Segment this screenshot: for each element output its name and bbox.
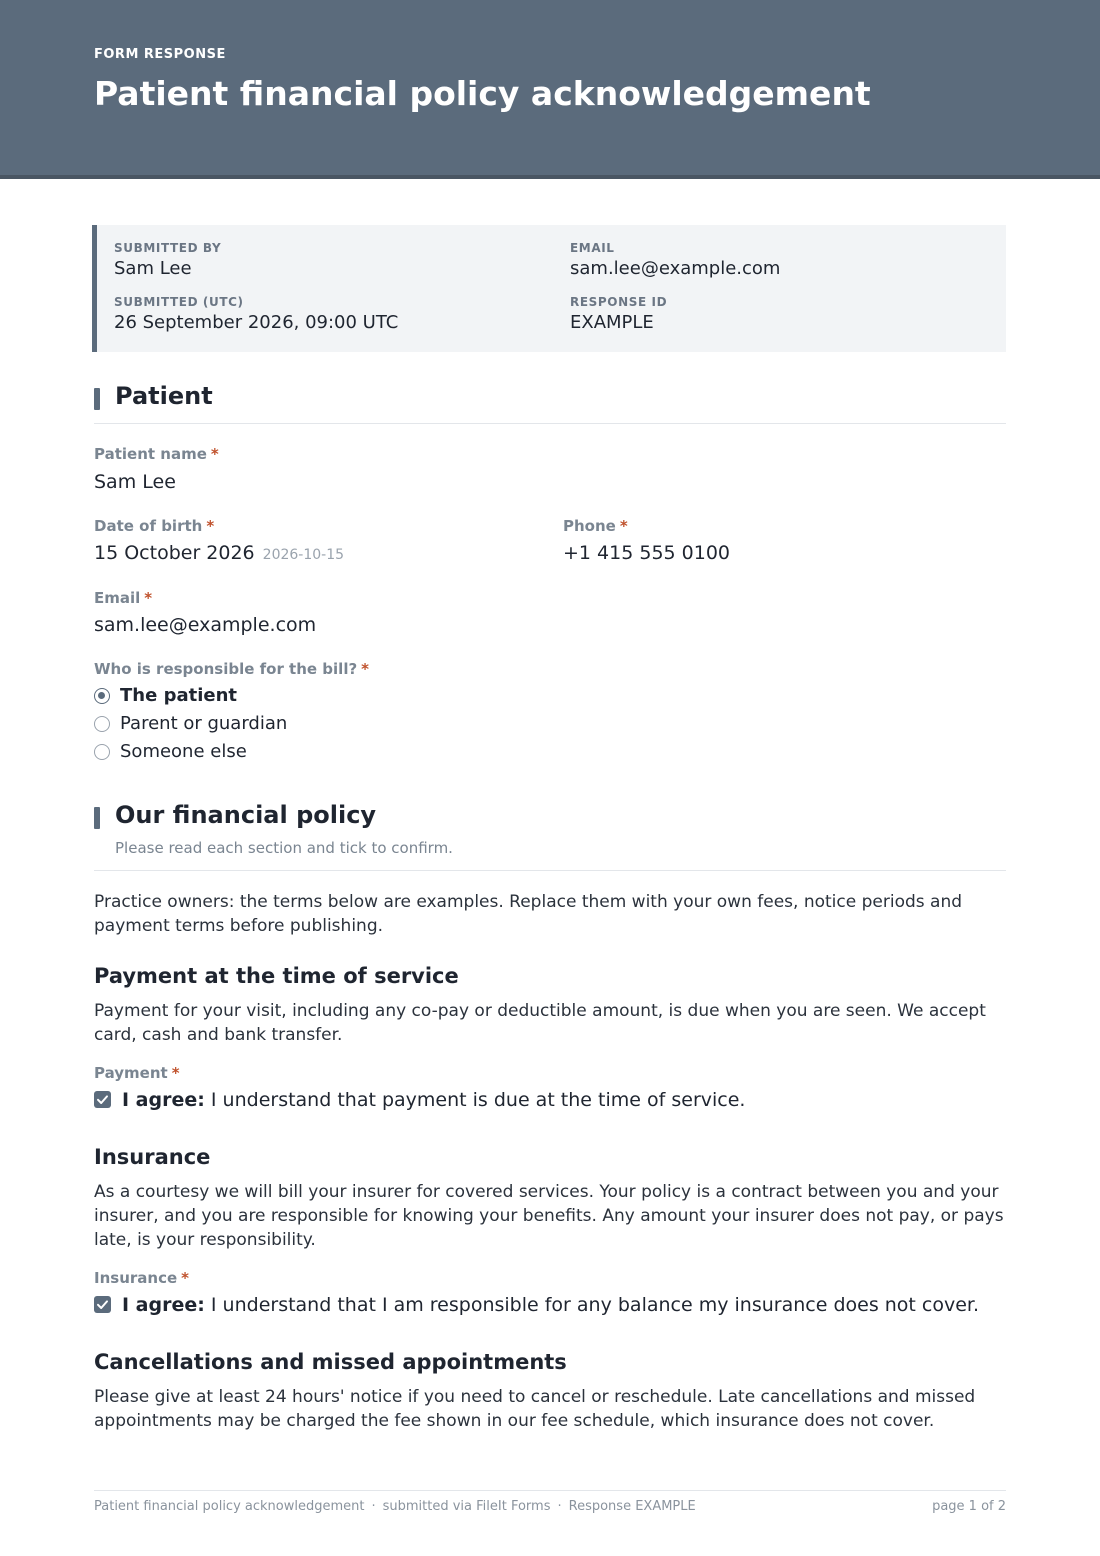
- footer-separator: ·: [371, 1499, 376, 1514]
- required-marker: *: [210, 445, 219, 463]
- submission-meta: [92, 225, 1006, 352]
- section-accent-bar: [94, 388, 100, 410]
- dob-label: [94, 517, 214, 535]
- agree-statement: I understand that I am responsible for any balance my insurance does not cover.: [210, 1294, 980, 1316]
- radio-label: Parent or guardian: [120, 713, 288, 734]
- insurance-heading: Insurance: [94, 1145, 211, 1169]
- footer-info: [94, 1499, 696, 1514]
- phone-label: [563, 517, 628, 535]
- agree-prefix: I agree:: [122, 1089, 205, 1111]
- label-text: Email: [94, 589, 141, 607]
- payment-heading: Payment at the time of service: [94, 964, 459, 988]
- meta-label: EMAIL: [570, 241, 615, 255]
- meta-submitted-by: [114, 241, 221, 280]
- dob-iso: 2026-10-15: [262, 547, 345, 563]
- payment-text: Payment for your visit, including any co-pay or deductible amount, is due when you are seen. We accept card, cash and bank transfer.: [94, 1001, 986, 1045]
- agree-prefix: I agree:: [122, 1294, 205, 1316]
- section-policy-header: [94, 803, 1006, 871]
- radio-label: The patient: [120, 685, 237, 706]
- required-marker: *: [619, 517, 628, 535]
- footer-form-name: Patient financial policy acknowledgement: [94, 1499, 365, 1514]
- required-marker: *: [181, 1269, 189, 1287]
- radio-empty-icon[interactable]: [94, 744, 110, 760]
- label-text: Date of birth: [94, 517, 203, 535]
- page-footer: [94, 1490, 1006, 1526]
- label-text: Insurance: [94, 1269, 178, 1287]
- page-number: page 1 of 2: [932, 1499, 1006, 1514]
- checkbox-text: [122, 1292, 979, 1318]
- radio-empty-icon[interactable]: [94, 716, 110, 732]
- label-text: Phone: [563, 517, 616, 535]
- insurance-text: As a courtesy we will bill your insurer for covered services. Your policy is a contract between you and your insurer, and you are responsible for knowing your benefits. Any amount your insurer does not pay, or pays late, is your responsibility.: [94, 1182, 1004, 1250]
- email-value: sam.lee@example.com: [94, 614, 317, 636]
- responsible-label: [94, 660, 369, 678]
- payment-label: [94, 1064, 180, 1082]
- label-text: Who is responsible for the bill?: [94, 660, 358, 678]
- form-header: [0, 0, 1100, 179]
- footer-via: submitted via FileIt Forms: [382, 1499, 551, 1514]
- radio-label: Someone else: [120, 741, 247, 762]
- required-marker: *: [361, 660, 370, 678]
- required-marker: *: [206, 517, 215, 535]
- footer-response: Response EXAMPLE: [568, 1499, 696, 1514]
- section-title: Patient: [115, 382, 213, 410]
- policy-intro: Practice owners: the terms below are examples. Replace them with your own fees, notice periods and payment terms before publishing.: [94, 892, 963, 936]
- meta-label: RESPONSE ID: [570, 295, 668, 309]
- radio-selected-icon[interactable]: [94, 688, 110, 704]
- label-text: Payment: [94, 1064, 168, 1082]
- meta-submitted-time: [114, 295, 398, 334]
- dob-display: 15 October 2026: [94, 542, 255, 564]
- section-subtitle: Please read each section and tick to confirm.: [115, 839, 453, 857]
- meta-label: SUBMITTED BY: [114, 241, 222, 255]
- checkbox-checked-icon[interactable]: [94, 1296, 111, 1313]
- email-label: [94, 589, 152, 607]
- phone-value: +1 415 555 0100: [563, 542, 731, 564]
- required-marker: *: [144, 589, 153, 607]
- patient-name-label: [94, 445, 219, 463]
- page-title: Patient financial policy acknowledgement: [94, 74, 871, 113]
- meta-value: 26 September 2026, 09:00 UTC: [114, 312, 399, 333]
- agree-statement: I understand that payment is due at the time of service.: [210, 1089, 746, 1111]
- footer-separator: ·: [557, 1499, 562, 1514]
- section-patient-header: [94, 384, 1006, 424]
- meta-email: [570, 241, 780, 280]
- section-title: Our financial policy: [115, 801, 377, 829]
- patient-name-value: Sam Lee: [94, 471, 176, 493]
- meta-value: EXAMPLE: [570, 312, 654, 333]
- meta-label: SUBMITTED (UTC): [114, 295, 244, 309]
- dob-value: [94, 542, 344, 564]
- insurance-label: [94, 1269, 189, 1287]
- required-marker: *: [171, 1064, 180, 1082]
- section-accent-bar: [94, 807, 100, 829]
- cancellations-text: Please give at least 24 hours' notice if you need to cancel or reschedule. Late cancellations and missed appointments may be charged the fee shown in our fee schedule, which insurance does not cover.: [94, 1387, 976, 1431]
- meta-value: sam.lee@example.com: [570, 258, 781, 279]
- form-eyebrow: FORM RESPONSE: [94, 47, 226, 62]
- checkbox-checked-icon[interactable]: [94, 1091, 111, 1108]
- label-text: Patient name: [94, 445, 207, 463]
- meta-value: Sam Lee: [114, 258, 192, 279]
- checkbox-text: [122, 1087, 745, 1113]
- cancellations-heading: Cancellations and missed appointments: [94, 1350, 567, 1374]
- meta-response-id: [570, 295, 667, 334]
